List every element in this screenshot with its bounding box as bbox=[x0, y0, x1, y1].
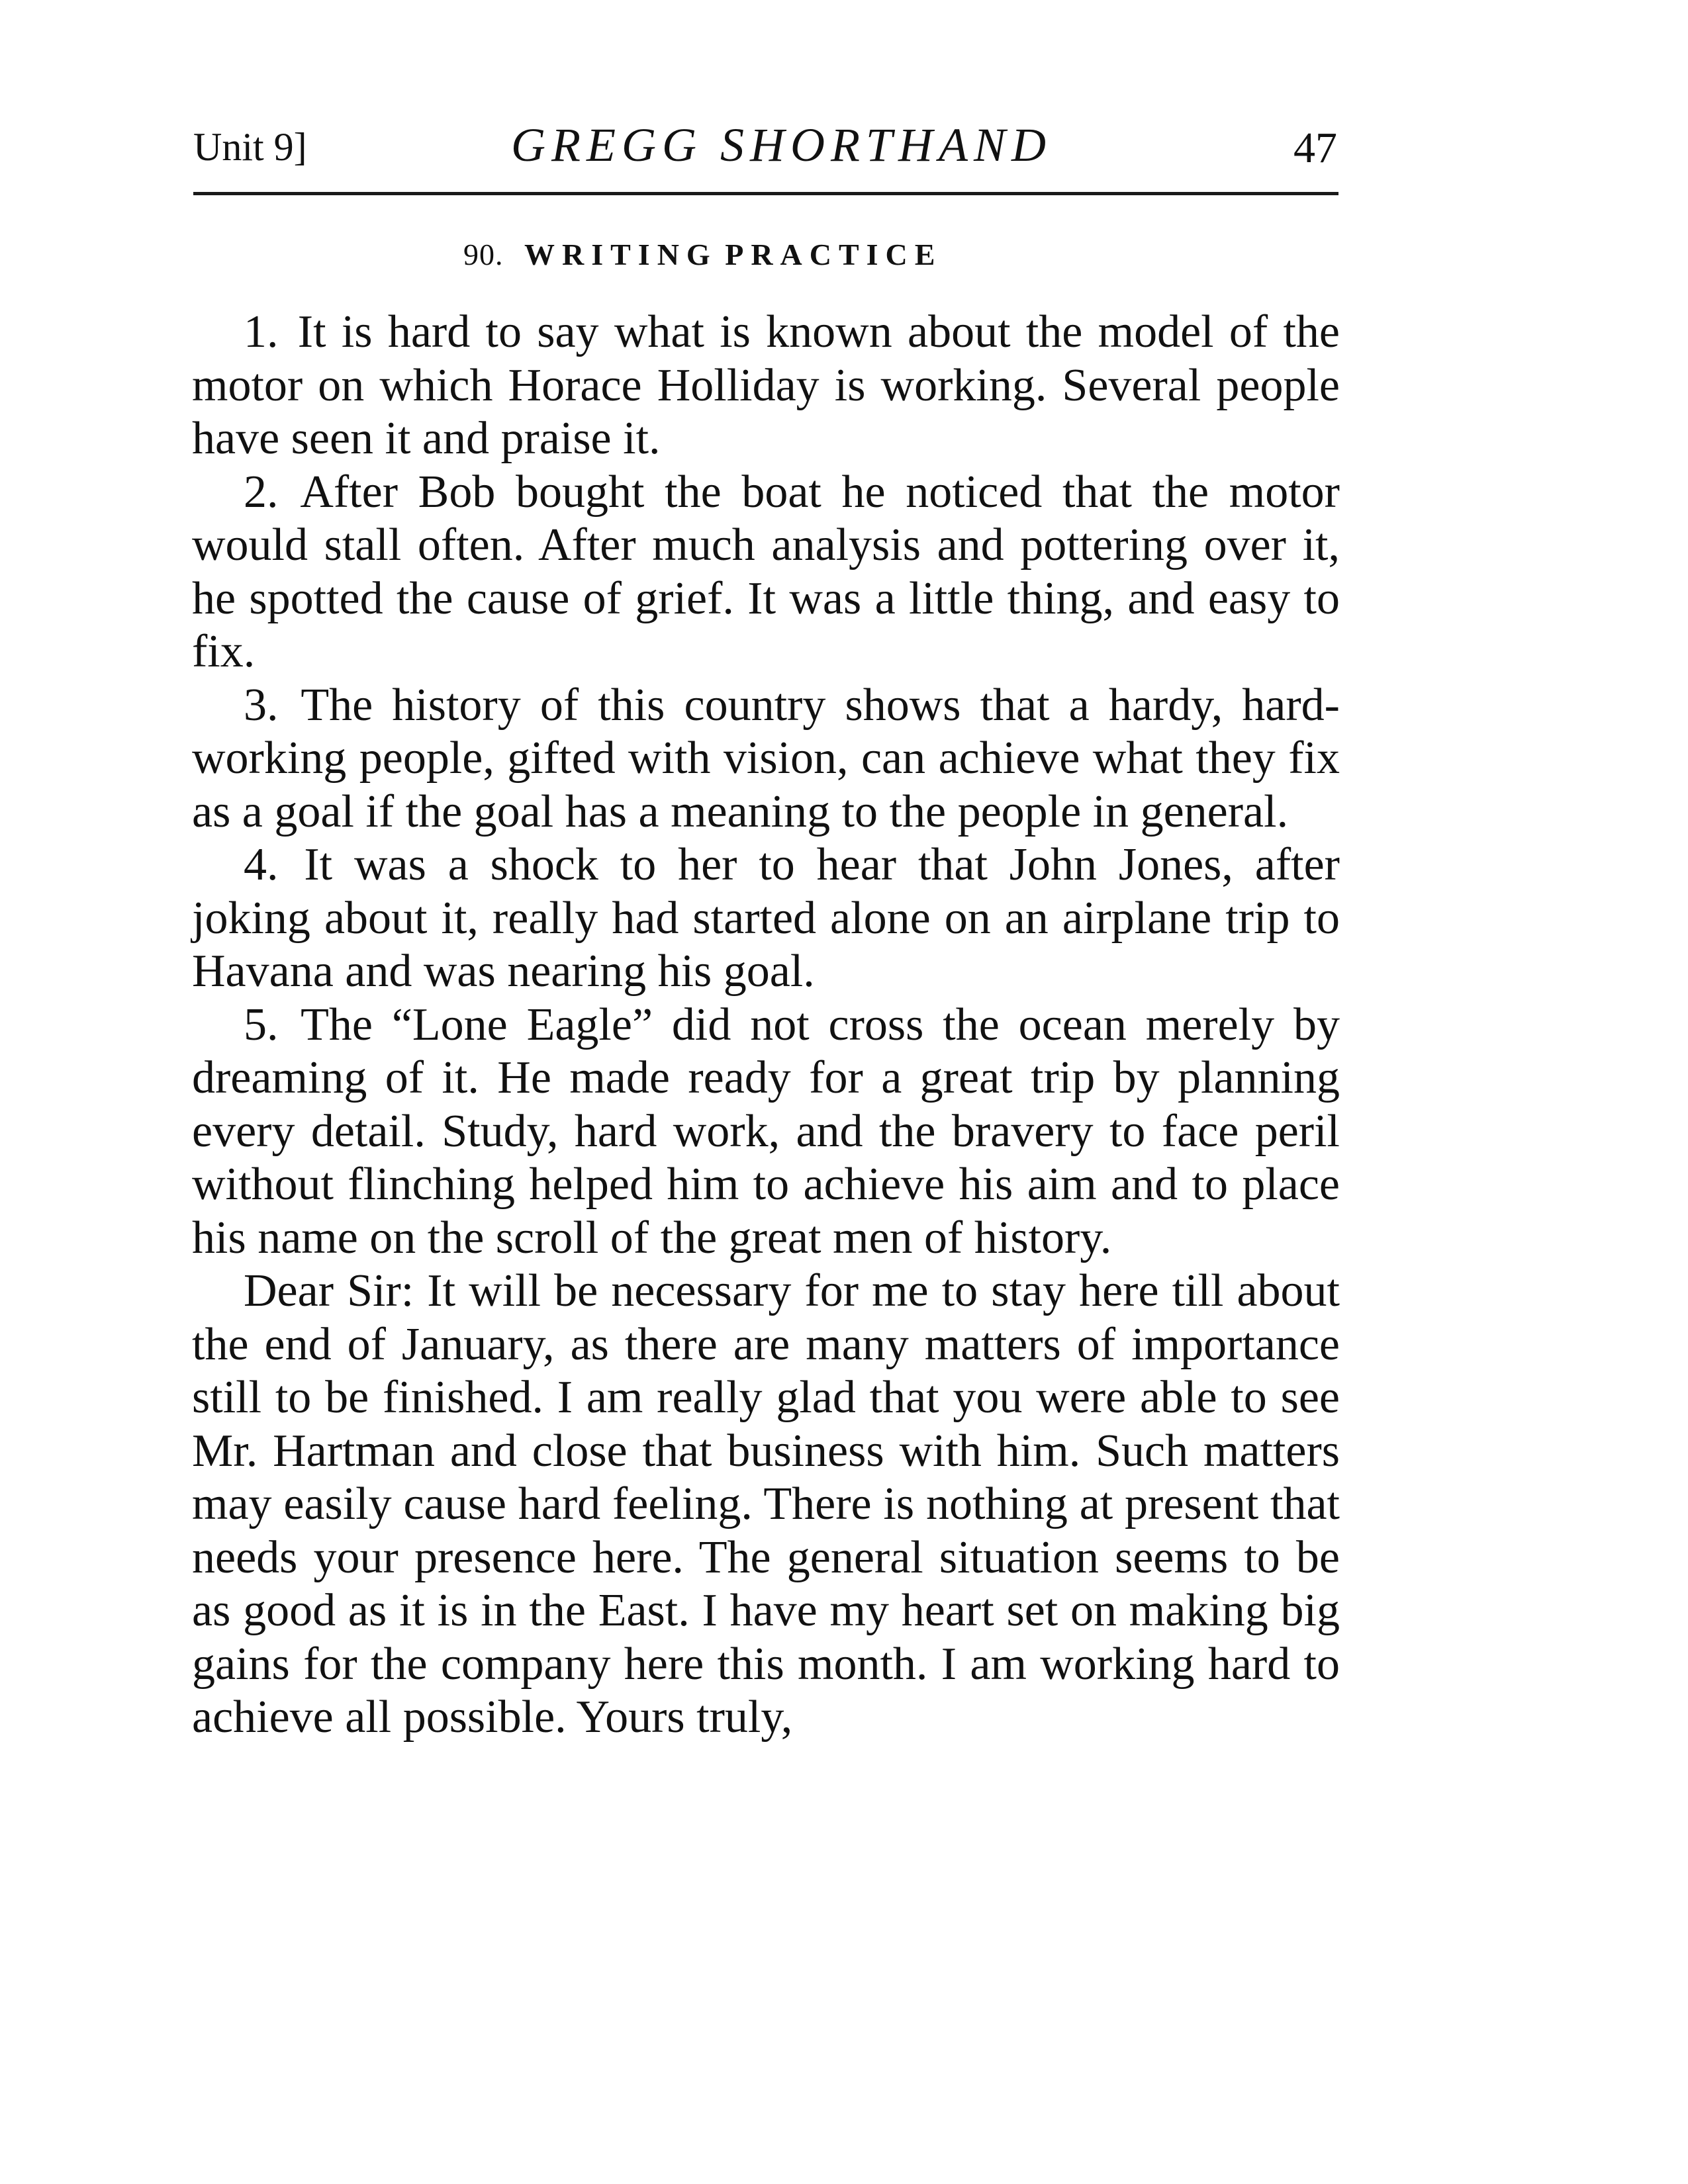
paragraph-number: 5. bbox=[244, 999, 279, 1050]
header-rule bbox=[193, 192, 1338, 195]
practice-paragraph-4 bbox=[192, 839, 1340, 999]
paragraph-number: 1. bbox=[244, 306, 279, 357]
letter-text: Dear Sir: It will be necessary for me to stay here till about the end of January, as there are many matters of importance still to be finished. I am really glad that you were able to see Mr. Hartman and close that business with him. Such matters may easily cause hard feeling. There is nothing at present that needs your presence here. The general situation seems to be as good as it is in the East. I have my heart set on making big gains for the company here this month. I am working hard to achieve all possible. Yours truly, bbox=[192, 1265, 1340, 1743]
section-number: 90. bbox=[463, 238, 504, 271]
practice-letter bbox=[192, 1265, 1340, 1745]
practice-paragraph-1 bbox=[192, 306, 1340, 466]
practice-paragraph-5 bbox=[192, 999, 1340, 1265]
paragraph-text: The “Lone Eagle” did not cross the ocean merely by dreaming of it. He made ready for a great trip by planning every detail. Study, hard work, and the bravery to face peril without flinching helped him to achieve his aim and to place his name on the scroll of the great men of history. bbox=[192, 999, 1340, 1263]
running-header bbox=[193, 118, 1337, 197]
book-title: GREGG SHORTHAND bbox=[511, 118, 1052, 171]
paragraph-number: 4. bbox=[244, 839, 279, 890]
page-number: 47 bbox=[1293, 124, 1337, 172]
section-heading-word-2: PRACTICE bbox=[725, 238, 943, 271]
section-heading-word-1: WRITING bbox=[524, 238, 718, 271]
paragraph-number: 2. bbox=[244, 466, 279, 518]
paragraph-text: It was a shock to her to hear that John Jones, after joking about it, really had started alone on an airplane trip to Havana and was nearing his goal. bbox=[192, 839, 1340, 997]
section-heading bbox=[463, 237, 942, 272]
practice-paragraph-3 bbox=[192, 679, 1340, 839]
paragraph-text: After Bob bought the boat he noticed that the motor would stall often. After much analysis and pottering over it, he spotted the cause of grief. It was a little thing, and easy to fix. bbox=[192, 466, 1340, 677]
paragraph-text: It is hard to say what is known about the model of the motor on which Horace Holliday is working. Several people have seen it and praise it. bbox=[192, 306, 1340, 464]
practice-paragraph-2 bbox=[192, 466, 1340, 679]
unit-label: Unit 9] bbox=[193, 125, 307, 169]
paragraph-number: 3. bbox=[244, 679, 279, 731]
writing-practice-text bbox=[192, 306, 1340, 1745]
paragraph-text: The history of this country shows that a hardy, hard-working people, gifted with vision, can achieve what they fix as a goal if the goal has a meaning to the people in general. bbox=[192, 679, 1340, 837]
